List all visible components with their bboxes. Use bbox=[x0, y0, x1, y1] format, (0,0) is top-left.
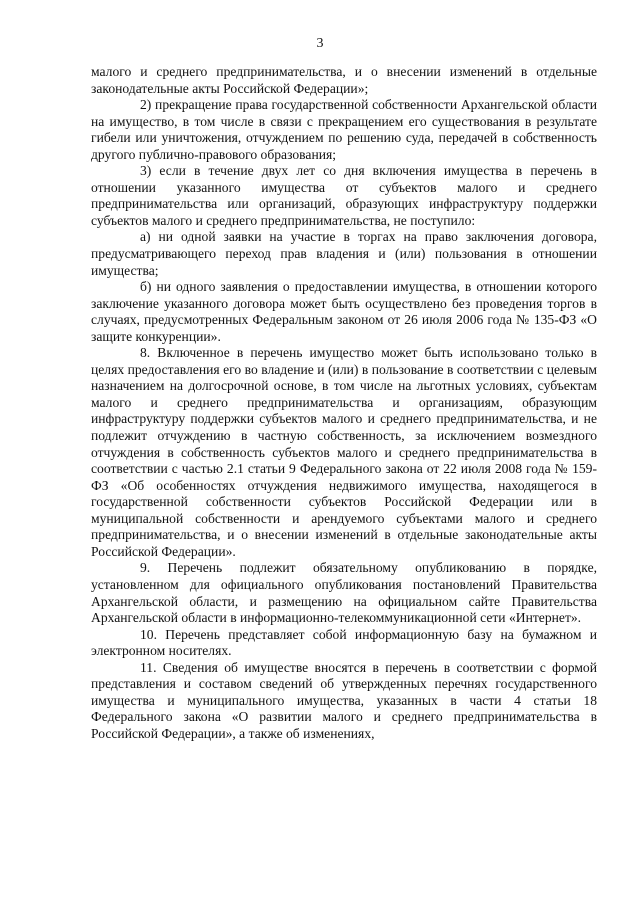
page-number: 3 bbox=[316, 36, 324, 51]
paragraph-item-2: 2) прекращение права государственной собственности Архангельской области на имущество, в том числе в связи с прекращением его существования в результате гибели или уничтожения, отчуждением по решению суда, передачей в собственность другого публично-правового образования; bbox=[91, 97, 597, 162]
paragraph-continuation: малого и среднего предпринимательства, и о внесении изменений в отдельные законодательные акты Российской Федерации»; bbox=[91, 64, 597, 96]
paragraph-subitem-a: а) ни одной заявки на участие в торгах на право заключения договора, предусматривающего переход прав владения и (или) пользования в отношении имущества; bbox=[91, 229, 597, 278]
document-body bbox=[91, 64, 597, 742]
paragraph-section-10: 10. Перечень представляет собой информационную базу на бумажном и электронном носителях. bbox=[91, 626, 597, 659]
paragraph-item-3: 3) если в течение двух лет со дня включения имущества в перечень в отношении указанного имущества от субъектов малого и среднего предпринимательства или организаций, образующих инфраструктуру поддержки субъектов малого и среднего предпринимательства, не поступило: bbox=[91, 163, 597, 228]
paragraph-section-11: 11. Сведения об имуществе вносятся в перечень в соответствии с формой представления и составом сведений об утвержденных перечнях государственного имущества и муниципального имущества, указанных в части 4 статьи 18 Федерального закона «О развитии малого и среднего предпринимательства в Российской Федерации», а также об изменениях, bbox=[91, 659, 597, 741]
paragraph-section-8: 8. Включенное в перечень имущество может быть использовано только в целях предоставления его во владение и (или) в пользование в соответствии с целевым назначением на долгосрочной основе, в том числе на льготных условиях, субъектам малого и среднего предпринимательства и организациям, образующим инфраструктуру поддержки субъектов малого и среднего предпринимательства, и не подлежит отчуждению в частную собственность, за исключением возмездного отчуждения в собственность субъектов малого и среднего предпринимательства в соответствии с частью 2.1 статьи 9 Федерального закона от 22 июля 2008 года № 159-ФЗ «Об особенностях отчуждения недвижимого имущества, находящегося в государственной собственности субъектов Российской Федерации или в муниципальной собственности и арендуемого субъектами малого и среднего предпринимательства, и о внесении изменений в отдельные законодательные акты Российской Федерации». bbox=[91, 345, 597, 559]
paragraph-section-9: 9. Перечень подлежит обязательному опубликованию в порядке, установленном для официального опубликования постановлений Правительства Архангельской области, и размещению на официальном сайте Правительства Архангельской области в информационно-телекоммуникационной сети «Интернет». bbox=[91, 560, 597, 626]
paragraph-subitem-b: б) ни одного заявления о предоставлении имущества, в отношении которого заключение указанного договора может быть осуществлено без проведения торгов в случаях, предусмотренных Федеральным законом от 26 июля 2006 года № 135-ФЗ «О защите конкуренции». bbox=[91, 279, 597, 344]
